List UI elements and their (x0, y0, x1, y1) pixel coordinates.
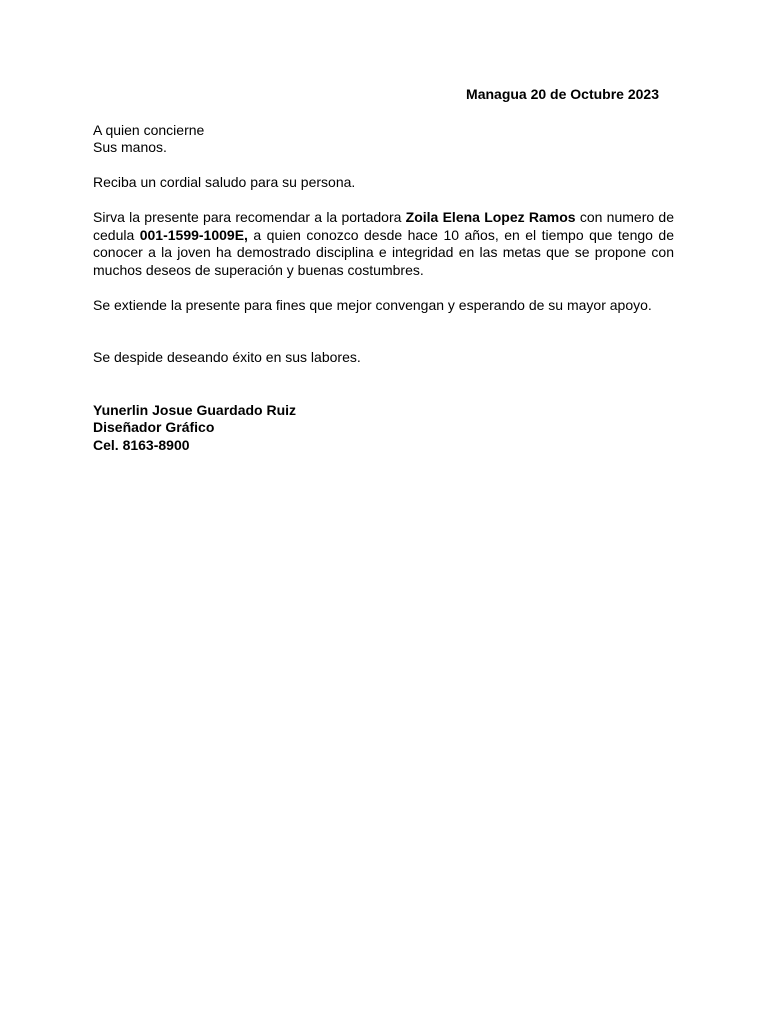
closing-line: Se despide deseando éxito en sus labores. (93, 349, 361, 365)
signer-phone: Cel. 8163-8900 (93, 436, 190, 453)
greeting-hands: Sus manos. (93, 139, 167, 155)
para1-text-a: Sirva la presente para recomendar a la portadora (93, 209, 406, 225)
signer-title: Diseñador Gráfico (93, 419, 215, 435)
recommended-person-name: Zoila Elena Lopez Ramos (405, 209, 576, 225)
para1-text-b: con numero de cedula (93, 209, 674, 243)
salutation: Reciba un cordial saludo para su persona. (93, 174, 356, 190)
signer-name: Yunerlin Josue Guardado Ruiz (93, 401, 297, 418)
para1-text-c: a quien conozco desde hace 10 años, en el tiempo que tengo de conocer a la joven ha demostrado disciplina e integridad en las metas que se propone con muchos deseos de superación y buenas costumbres. (93, 226, 674, 278)
purpose-paragraph: Se extiende la presente para fines que mejor convengan y esperando de su mayor apoyo. (93, 296, 652, 313)
greeting-recipient: A quien concierne (93, 121, 205, 138)
letter-date: Managua 20 de Octubre 2023 (466, 86, 659, 102)
id-number: 001-1599-1009E, (139, 226, 248, 243)
letter-page (93, 86, 674, 454)
recommendation-paragraph (93, 209, 674, 279)
